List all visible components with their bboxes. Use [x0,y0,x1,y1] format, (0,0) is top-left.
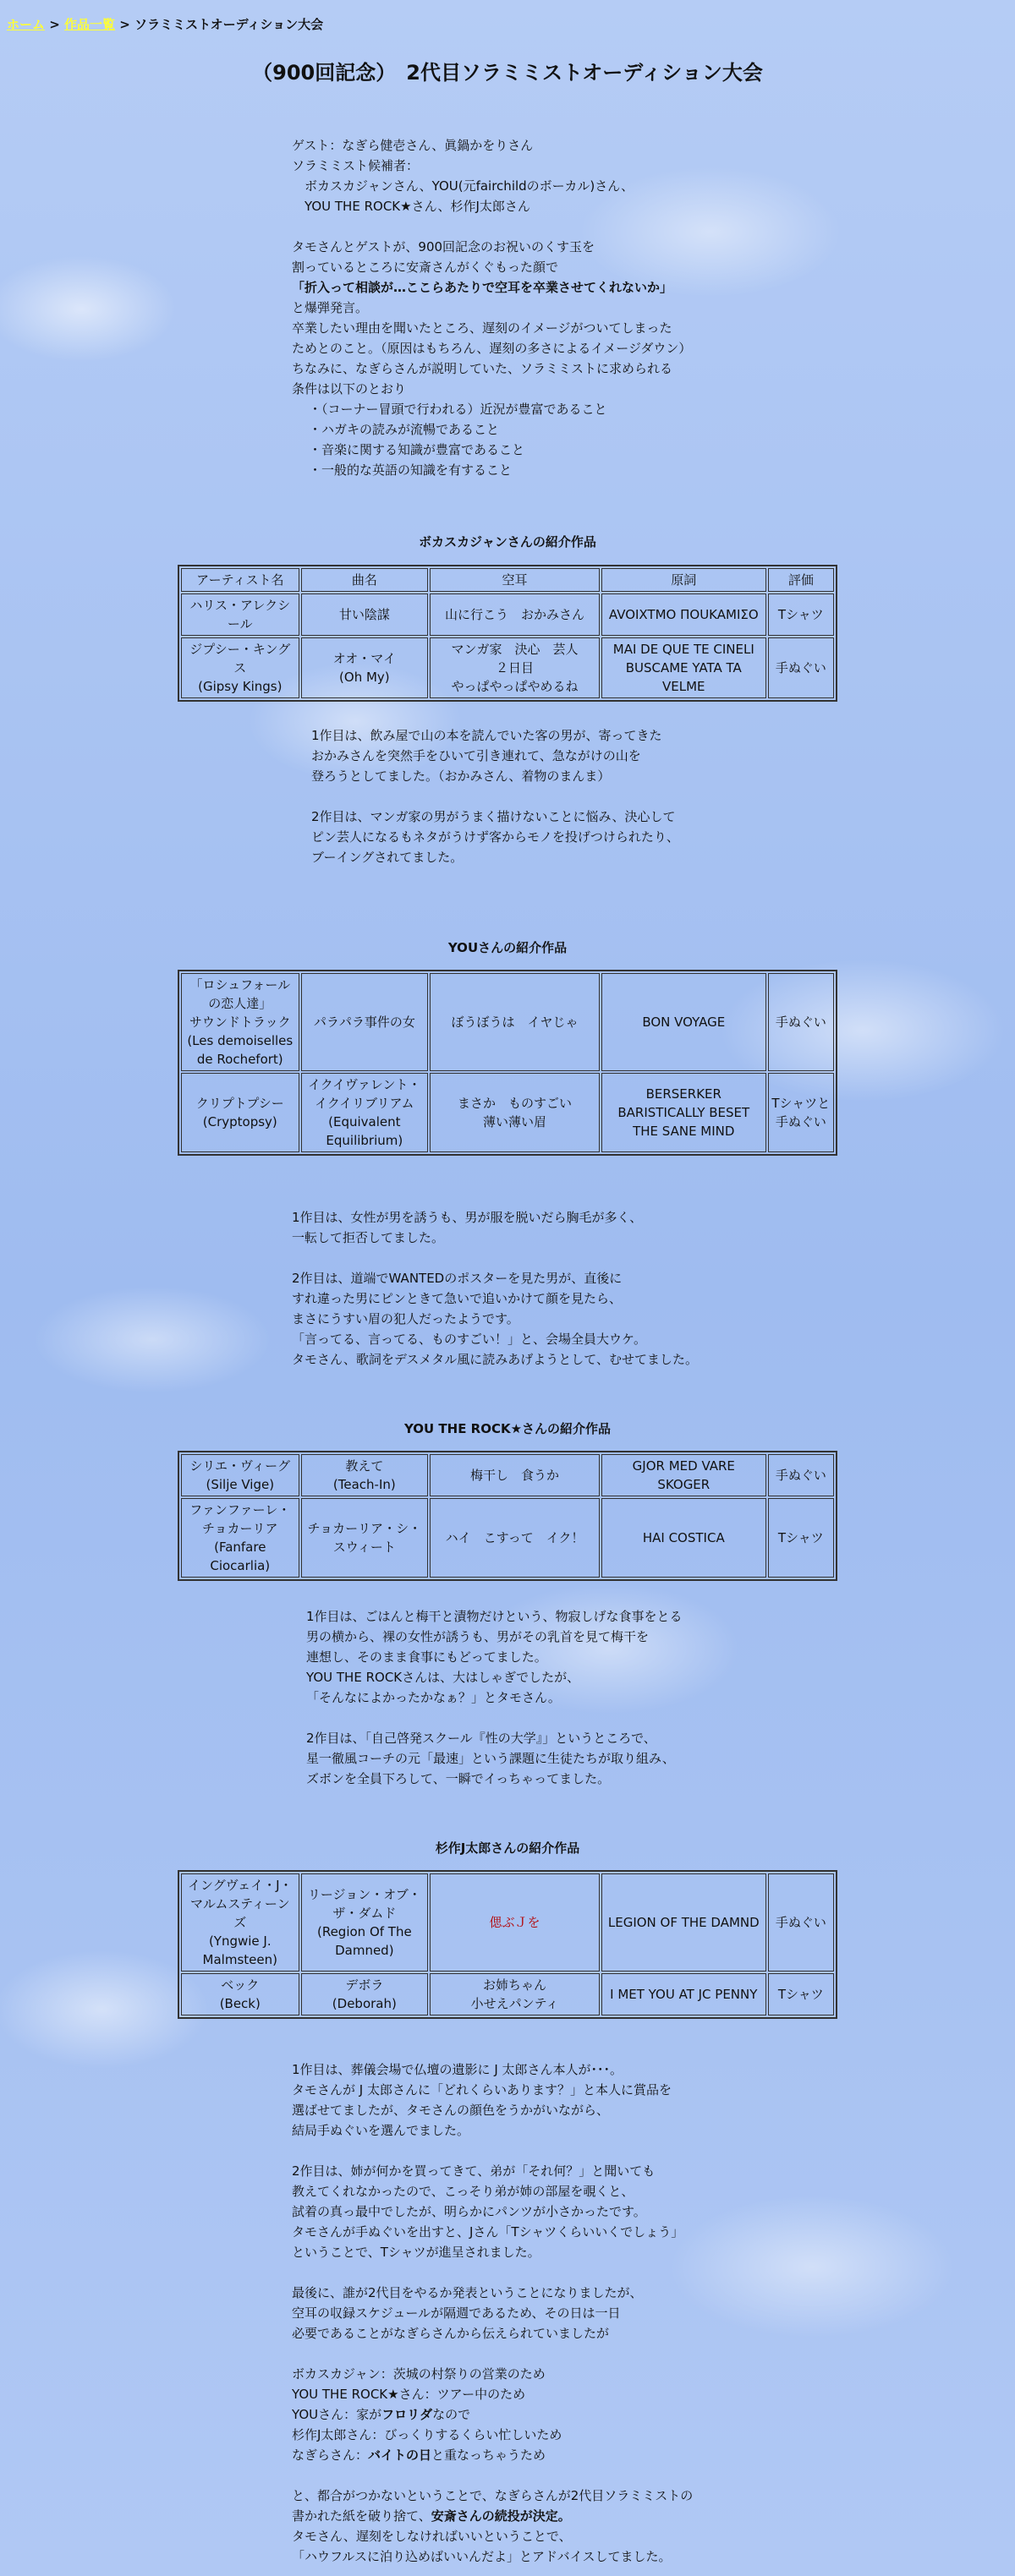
section-title: ボカスカジャンさんの紹介作品 [419,534,596,550]
cell-line: 手ぬぐい [775,660,826,675]
section-title: 杉作J太郎さんの紹介作品 [435,1840,580,1856]
rating-cell [768,1498,834,1578]
cell-line: チョカーリア・シ・スウィート [307,1521,422,1555]
cell-line: GJOR MED VARE SKOGER [632,1458,735,1492]
reason-text: ボカスカジャン：茨城の村祭りの営業のため [292,2366,546,2382]
cell-line: オオ・マイ [332,651,396,666]
cell-line: BUSCAME YATA TA [625,660,742,675]
soramimi-cell [430,1973,600,2015]
reason-emphasis: フロリダ [381,2407,433,2422]
note-line: 1作目は、飲み屋で山の本を読んでいた客の男が、寄ってきた [311,728,662,743]
cell-line: Tシャツ [777,1987,824,2002]
intro-text: ちなみに、なぎらさんが説明していた、ソラミミストに求められる [292,361,673,376]
works-table [178,1870,837,2019]
note-line [306,1708,683,1728]
lyric-cell [601,1073,766,1152]
condition-item: ・ ハガキの読みが流暢であること [324,419,691,440]
reason-text: なぎらさん： [292,2447,369,2463]
cell-line: BON VOYAGE [642,1015,726,1030]
intro-text: と爆弾発言。 [292,300,369,315]
table-row [181,1873,834,1972]
table-row [181,973,834,1071]
note-line: 教えてくれなかったので、こっそり弟が姉の部屋を覗くと、 [292,2184,634,2199]
note-line: 星一徹風コーチの元「最速」という課題に生徒たちが取り組み、 [306,1751,675,1766]
spacer [292,2344,693,2364]
cell-line: パラパラ事件の女 [313,1015,415,1030]
note-line: 2作目は、姉が何かを買ってきて、弟が「それ何？」と聞いても [292,2163,656,2179]
cell-line: HAI COSTICA [642,1530,725,1545]
song-cell [301,1073,429,1152]
cell-line: BARISTICALLY BESET [617,1105,750,1120]
soramimi-cell [430,1873,600,1972]
closing-text [292,2506,693,2526]
condition-item: ・ 音楽に関する知識が豊富であること [324,440,691,460]
note-line: 男の横から、裸の女性が誘うも、男がその乳首を見て梅干を [306,1629,650,1644]
note-line: ピン芸人になるもネタがうけず客からモノを投げつけられたり、 [311,829,679,845]
rating-cell [768,973,834,1071]
cell-line: de Rochefort) [196,1052,283,1067]
cell-line: LEGION OF THE DAMND [607,1915,760,1930]
artist-cell [181,593,299,636]
cell-line: 手ぬぐい [775,1915,826,1930]
note-line: ブーイングされてました。 [311,850,464,865]
note-line [292,1248,698,1268]
note-line [311,786,679,807]
note-line: すれ違った男にピンときて急いで追いかけて顔を見たら、 [292,1291,623,1306]
spacer [292,216,691,237]
rating-cell [768,637,834,698]
song-cell [301,973,429,1071]
table-row [181,1073,834,1152]
closing-text: 「ハウフルスに泊り込めばいいんだよ」とアドバイスしてました。 [292,2549,672,2564]
reason-text: と重なっちゃうため [431,2447,546,2463]
cell-line: (Yngwie J. [208,1933,272,1949]
soramimi-cell [430,1498,600,1578]
cell-line: 薄い薄い眉 [483,1114,547,1129]
cell-line: お姉ちゃん [483,1977,547,1993]
notes-block [311,725,679,867]
cell-line: (Beck) [219,1996,261,2011]
rating-cell [768,1973,834,2015]
reason-line [292,2404,693,2425]
table-row [181,1498,834,1578]
song-cell [301,1873,429,1972]
cell-line: ハリス・アレクシール [189,598,291,632]
lyric-cell [601,1973,766,2015]
song-cell [301,1498,429,1578]
cell-line: リージョン・オブ・ザ・ダムド [307,1887,421,1921]
artist-cell [181,1498,299,1578]
column-header: 原詞 [601,568,766,592]
table-header-row [181,568,834,592]
intro-text: 卒業したい理由を聞いたところ、遅刻のイメージがついてしまった [292,320,672,336]
closing-text: 書かれた紙を破り捨て、 [292,2508,431,2524]
rating-cell [768,1454,834,1496]
lyric-cell [601,1454,766,1496]
reason-text: YOUさん：家が [292,2407,382,2422]
cell-line: (Cryptopsy) [202,1114,277,1129]
note-line: 1作目は、葬儀会場で仏壇の遺影に J 太郎さん本人が･･･。 [292,2062,623,2077]
note-line: 選ばせてましたが、タモさんの顔色をうかがいながら、 [292,2103,610,2118]
notes-block [292,2059,683,2262]
cell-line: AVOIXTMO ΠOUKAMIΣO [608,607,759,622]
cell-line: Malmsteen) [202,1952,277,1967]
closing-text: と、都合がつかないということで、なぎらさんが2代目ソラミミストの [292,2488,694,2503]
candidates-line: ボカスカジャンさん、YOU(元fairchildのボーカル)さん、 [292,178,634,194]
page-title: （900回記念） 2代目ソラミミストオーディション大会 [252,61,763,85]
reason-text: 杉作J太郎さん：びっくりするくらい忙しいため [292,2427,562,2442]
soramimi-cell [430,593,600,636]
guest-line: ゲスト：なぎら健壱さん、眞鍋かをりさん [292,138,534,153]
reason-line [292,2364,693,2384]
breadcrumb-list-link[interactable]: 作品一覧 [64,17,116,32]
intro-text: 条件は以下のとおり [292,381,407,397]
table-row [181,637,834,698]
cell-line: デボラ [345,1977,384,1993]
lyric-cell [601,1873,766,1972]
closing-text: 最後に、誰が2代目をやるか発表ということになりましたが、 [292,2285,643,2300]
song-cell [301,1454,429,1496]
cell-line: ハイ こすって イク！ [445,1530,584,1545]
notes-block [306,1606,683,1789]
song-cell [301,637,429,698]
artist-cell [181,637,299,698]
cell-line: 偲ぶＪを [489,1915,540,1930]
intro-block [292,135,691,480]
closing-text: 必要であることがなぎらさんから伝えられていましたが [292,2326,610,2341]
cell-line: I MET YOU AT JC PENNY [610,1987,758,2002]
candidates-line: YOU THE ROCK★さん、杉作J太郎さん [292,199,530,214]
lyric-cell [601,593,766,636]
reason-line [292,2425,693,2445]
note-line: 1作目は、女性が男を誘うも、男が服を脱いだら胸毛が多く、 [292,1210,643,1225]
note-line: YOU THE ROCKさんは、大はしゃぎでしたが、 [306,1670,580,1685]
cell-line: やっぱやっぱやめるね [451,679,579,694]
rating-cell [768,593,834,636]
condition-item: ・ 一般的な英語の知識を有すること [324,460,691,480]
column-header: アーティスト名 [181,568,299,592]
note-line: まさにうすい眉の犯人だったようです。 [292,1311,519,1326]
soramimi-cell [430,973,600,1071]
column-header: 評価 [768,568,834,592]
cell-line: まさか ものすごい [458,1096,573,1111]
cell-line: 手ぬぐい [775,1015,826,1030]
note-line: ということで、Tシャツが進呈されました。 [292,2245,540,2260]
cell-line: クリプトプシー [195,1096,284,1111]
rating-cell [768,1073,834,1152]
cell-line: 小せえパンティ [470,1996,559,2011]
cell-line: 教えて [345,1458,384,1474]
section-title: YOUさんの紹介作品 [447,940,568,955]
cell-line: (Oh My) [339,670,390,685]
intro-text: 割っているところに安斎さんがくぐもった顔で [292,260,559,275]
note-line: ズボンを全員下ろして、一瞬でイっちゃってました。 [306,1771,611,1786]
cell-line: (Gipsy Kings) [198,679,283,694]
condition-item: ・ （コーナー冒頭で行われる）近況が豊富であること [324,399,691,419]
song-cell [301,1973,429,2015]
cell-line: 山に行こう おかみさん [445,607,585,622]
reason-emphasis: バイトの日 [368,2447,432,2463]
cell-line: (Equivalent [328,1114,401,1129]
decision-text: 安斎さんの続投が決定。 [431,2508,571,2524]
artist-cell [181,1073,299,1152]
note-line: 一転して拒否してました。 [292,1230,445,1245]
section-title: YOU THE ROCK★さんの紹介作品 [403,1421,612,1436]
artist-cell [181,1454,299,1496]
cell-line: ファンファーレ・チョカーリア [189,1502,291,1536]
note-line: 1作目は、ごはんと梅干と漬物だけという、物寂しげな食事をとる [306,1609,683,1624]
cell-line: 甘い陰謀 [338,607,390,622]
closing-text: タモさん、遅刻をしなければいいということで、 [292,2529,572,2544]
reason-text: なので [432,2407,471,2422]
cell-line: ２日目 [496,660,535,675]
note-line: 2作目は、マンガ家の男がうまく描けないことに悩み、決心して [311,809,676,824]
note-line: タモさん、歌詞をデスメタル風に読みあげようとして、むせてました。 [292,1352,699,1367]
cell-line: サウンドトラック [189,1015,291,1030]
works-table [178,1451,837,1581]
note-line: 2作目は、「自己啓発スクール『性の大学』」というところで、 [306,1731,656,1746]
soramimi-cell [430,637,600,698]
cell-line: MAI DE QUE TE CINELI [612,642,754,657]
lyric-cell [601,637,766,698]
reasons-list [292,2364,693,2465]
note-line: おかみさんを突然手をひいて引き連れて、急ながけの山を [311,748,641,763]
soramimi-cell [430,1454,600,1496]
cell-line: Damned) [335,1943,394,1958]
artist-cell [181,1873,299,1972]
artist-cell [181,1973,299,2015]
intro-text: タモさんとゲストが、900回記念のお祝いのくす玉を [292,239,595,254]
conditions-list [292,399,691,480]
cell-line: (Silje Vige) [206,1477,275,1492]
table-row [181,1454,834,1496]
cell-line: 「ロシュフォールの恋人達」 [189,977,291,1011]
reason-line [292,2445,693,2465]
cell-line: ジプシー・キングス [189,642,291,675]
note-line: 2作目は、道端でWANTEDのポスターを見た男が、直後に [292,1271,623,1286]
note-line: タモさんが J 太郎さんに「どれくらいあります？」と本人に賞品を [292,2082,672,2097]
anzai-quote: 「折入って相談が…ここらあたりで空耳を卒業させてくれないか」 [292,280,673,295]
breadcrumb-home-link[interactable]: ホーム [7,17,46,32]
breadcrumb-separator: > [115,17,135,32]
note-line: 「そんなによかったかなぁ？」とタモさん。 [306,1690,561,1705]
rating-cell [768,1873,834,1972]
closing-block [292,2283,693,2567]
cell-line: THE SANE MIND [633,1124,735,1139]
cell-line: Tシャツ [777,607,824,622]
cell-line: Tシャツと手ぬぐい [771,1096,831,1129]
candidates-label: ソラミミスト候補者： [292,158,420,173]
cell-line: VELME [662,679,705,694]
breadcrumb [7,15,323,33]
cell-line: Equilibrium) [326,1133,403,1148]
note-line: 登ろうとしてました。（おかみさん、着物のまんま） [311,768,611,784]
cell-line: (Fanfare Ciocarlia) [210,1540,271,1573]
works-table [178,565,837,702]
note-line: タモさんが手ぬぐいを出すと、Jさん「Tシャツくらいいくでしょう」 [292,2224,684,2240]
artist-cell [181,973,299,1071]
breadcrumb-current: ソラミミストオーディション大会 [134,17,324,32]
cell-line: Tシャツ [777,1530,824,1545]
cell-line: ベック [221,1977,260,1993]
column-header: 曲名 [301,568,429,592]
spacer [292,2465,693,2486]
note-line: 「言ってる、言ってる、ものすごい！」と、会場全員大ウケ。 [292,1332,646,1347]
cell-line: イングヴェイ・J・マルムスティーンズ [188,1878,293,1930]
cell-line: (Region Of The [316,1924,412,1939]
cell-line: (Teach-In) [332,1477,396,1492]
breadcrumb-separator: > [45,17,65,32]
table-row [181,593,834,636]
cell-line: マンガ家 決心 芸人 [451,642,579,657]
cell-line: BERSERKER [645,1086,721,1102]
lyric-cell [601,1498,766,1578]
intro-text: ためとのこと。（原因はもちろん、遅刻の多さによるイメージダウン） [292,341,692,356]
song-cell [301,593,429,636]
cell-line: 手ぬぐい [775,1468,826,1483]
lyric-cell [601,973,766,1071]
cell-line: (Les demoiselles [187,1033,294,1048]
note-line [292,2141,683,2161]
cell-line: (Deborah) [332,1996,397,2011]
cell-line: 梅干し 食うか [470,1468,560,1483]
note-line: 結局手ぬぐいを選んでました。 [292,2123,470,2138]
cell-line: ぼうぼうは イヤじゃ [451,1015,579,1030]
reason-text: YOU THE ROCK★さん：ツアー中のため [292,2387,526,2402]
notes-block [292,1207,698,1370]
cell-line: シリエ・ヴィーグ [189,1458,291,1474]
closing-text: 空耳の収録スケジュールが隔週であるため、その日は一日 [292,2305,621,2321]
table-row [181,1973,834,2015]
soramimi-cell [430,1073,600,1152]
cell-line: イクイヴァレント・イクイリブリアム [308,1077,421,1111]
note-line: 連想し、そのまま食事にもどってました。 [306,1649,547,1665]
note-line: 試着の真っ最中でしたが、明らかにパンツが小さかったです。 [292,2204,646,2219]
column-header: 空耳 [430,568,600,592]
works-table [178,970,837,1156]
reason-line [292,2384,693,2404]
